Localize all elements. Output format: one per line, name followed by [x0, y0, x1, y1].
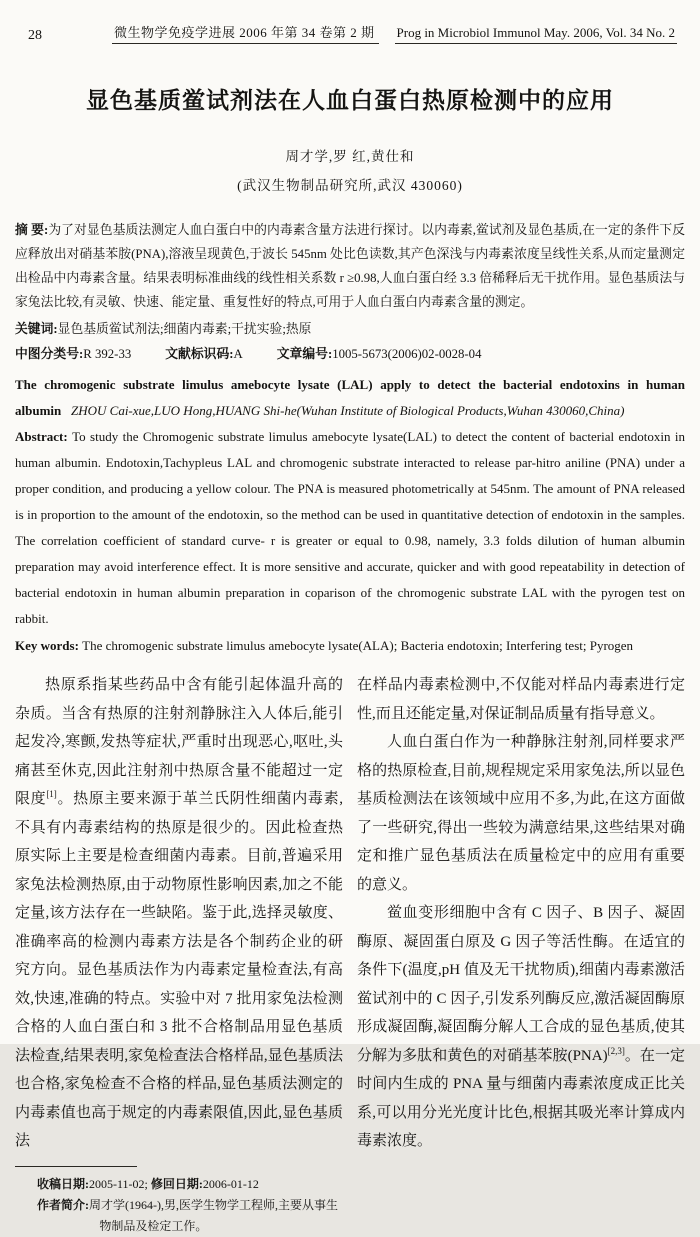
doc-code-label: 文献标识码:	[165, 347, 234, 361]
body-paragraph-3: 鲎血变形细胞中含有 C 因子、B 因子、凝固酶原、凝固蛋白原及 G 因子等活性酶。在适宜的条件下(温度,pH 值及无干扰物质),细菌内毒素激活鲎试剂中的 C 因子,引发系列酶反应,激活凝固酶原形成凝固酶,凝固酶分解人工合成的显色基质,使其分解为多肽和黄色的对硝基苯胺(PNA)[2,3]。在一定时间内生成的 PNA 量与细菌内毒素浓度成正比关系,可以用分光光度计比色,根据其吸光率计算成内毒素浓度。	[357, 905, 685, 1149]
page-header	[15, 22, 685, 44]
article-id-label: 文章编号:	[276, 347, 333, 361]
journal-title-en: Prog in Microbiol Immunol May. 2006, Vol. 34 No. 2	[395, 25, 678, 44]
left-column	[15, 671, 343, 1156]
keywords-cn-text: 显色基质鲎试剂法;细菌内毒素;干扰实验;热原	[57, 322, 312, 336]
article-title-cn: 显色基质鲎试剂法在人血白蛋白热原检测中的应用	[86, 88, 614, 113]
received-label: 收稿日期:	[37, 1176, 89, 1191]
keywords-en-label: Key words:	[15, 638, 79, 653]
abstract-en	[15, 424, 685, 632]
title-en-block	[15, 372, 685, 424]
keywords-cn-label: 关键词:	[15, 322, 58, 336]
reference-superscript-1: [1]	[46, 789, 57, 799]
keywords-en-line	[15, 632, 685, 659]
title-en: The chromogenic substrate limulus amebocyte lysate (LAL) apply to detect the bacterial endotoxins in human albumin	[15, 377, 685, 418]
body-paragraph-1: 热原系指某些药品中含有能引起体温升高的杂质。当含有热原的注射剂静脉注入人体后,能引起发冷,寒颤,发热等症状,严重时出现恶心,呕吐,头痛甚至休克,因此注射剂中热原含量不能超过一定限度[1]。热原主要来源于革兰氏阴性细菌内毒素,不具有内毒素结构的热原是很少的。因此检查热原实际上主要是检查细菌内毒素。目前,普遍采用家兔法检测热原,由于动物原性影响因素,加之不能定量,该方法存在一些缺陷。鉴于此,选择灵敏度、准确率高的检测内毒素方法是各个制药企业的研究方向。显色基质法作为内毒素定量检查法,有高效,快速,准确的特点。实验中对 7 批用家兔法检测合格的人血白蛋白和 3 批不合格制品用显色基质法检查,结果表明,家兔检查法合格样品,显色基质法也合格,家兔检查不合格的样品,显色基质法测定的内毒素值也高于规定的内毒素限值,因此,显色基质法	[15, 677, 343, 1149]
bio-value: 周才学(1964-),男,医学生物学工程师,主要从事生物制品及检定工作。	[89, 1197, 338, 1233]
revised-value: 2006-01-12	[202, 1176, 259, 1191]
keywords-en-text: The chromogenic substrate limulus amebocyte lysate(ALA); Bacteria endotoxin; Interfering test; Pyrogen	[82, 638, 634, 653]
revised-label: 修回日期:	[150, 1176, 203, 1191]
keywords-cn-line	[15, 318, 685, 341]
affiliation-cn: (武汉生物制品研究所,武汉 430060)	[237, 178, 463, 193]
page-number: 28	[28, 28, 42, 43]
bio-label: 作者简介:	[37, 1197, 89, 1212]
abstract-en-text: To study the Chromogenic substrate limulus amebocyte lysate(LAL) to detect the content of bacterial endotoxin in human albumin. Endotoxin,Tachypleus LAL and chromogenic substrate interacted to release par-hitro aniline (PNA) under a proper condition, and producing a yellow colour. The PNA is measured photometrically at 545nm. The amount of PNA released is in proportion to the amount of the endotoxin, so the method can be used in quantitative detection of endotoxin in the samples. The correlation coefficient of standard curve- r is greater or equal to 0.98, namely, 3.3 folds dilution of human albumin preparation may avoid interference effect. It is more sensitive and accurate, quicker and with good repeatability in detection of bacterial endotoxin in human albumin preparation in coparison of the chromogenic substrate LAL with the pyrogen test on rabbit.	[15, 429, 686, 626]
body-paragraph-2: 人血白蛋白作为一种静脉注射剂,同样要求严格的热原检查,目前,规程规定采用家兔法,所以显色基质检测法在该领域中应用不多,为此,在这方面做了一些研究,得出一些较为满意结果,这些结果对确定和推广显色基质法在质量检定中的应用有重要的意义。	[357, 734, 685, 893]
clc-value: R 392-33	[83, 347, 132, 361]
abstract-en-label: Abstract:	[15, 429, 68, 444]
journal-title-cn: 微生物学免疫学进展 2006 年第 34 卷第 2 期	[112, 22, 379, 44]
abstract-cn-text: 为了对显色基质法测定人血白蛋白中的内毒素含量方法进行探讨。以内毒素,鲎试剂及显色基质,在一定的条件下反应释放出对硝基苯胺(PNA),溶液呈现黄色,于波长 545nm 处比色读数,其产色深浅与内毒素浓度呈线性关系,从而定量测定出检品中内毒素含量。结果表明标准曲线的线性相关系数 r ≥0.98,人血白蛋白经 3.3 倍稀释后无干扰作用。显色基质法与家兔法比较,有灵敏、快速、能定量、重复性好的特点,可用于人血白蛋白内毒素含量的测定。	[15, 223, 685, 309]
authors-en: ZHOU Cai-xue,LUO Hong,HUANG Shi-he(Wuhan Institute of Biological Products,Wuhan 430060,China)	[71, 403, 625, 418]
reference-superscript-2: [2,3]	[607, 1045, 625, 1056]
body-columns	[15, 671, 685, 1156]
classification-line	[15, 343, 685, 366]
clc-label: 中图分类号:	[15, 347, 84, 361]
body-paragraph-1-continuation: 在样品内毒素检测中,不仅能对样品内毒素进行定性,而且还能定量,对保证制品质量有指导意义。	[357, 677, 685, 722]
authors-cn: 周才学,罗 红,黄仕和	[285, 149, 415, 164]
received-value: 2005-11-02;	[89, 1176, 151, 1191]
abstract-cn	[15, 218, 685, 314]
received-date-line	[37, 1174, 343, 1195]
article-id-value: 1005-5673(2006)02-0028-04	[332, 347, 482, 361]
footnote	[15, 1166, 343, 1237]
abstract-cn-label: 摘 要:	[15, 223, 49, 237]
right-column	[357, 671, 685, 1156]
doc-code-value: A	[233, 347, 243, 361]
footnote-rule	[15, 1166, 137, 1167]
author-bio-line	[37, 1195, 343, 1237]
